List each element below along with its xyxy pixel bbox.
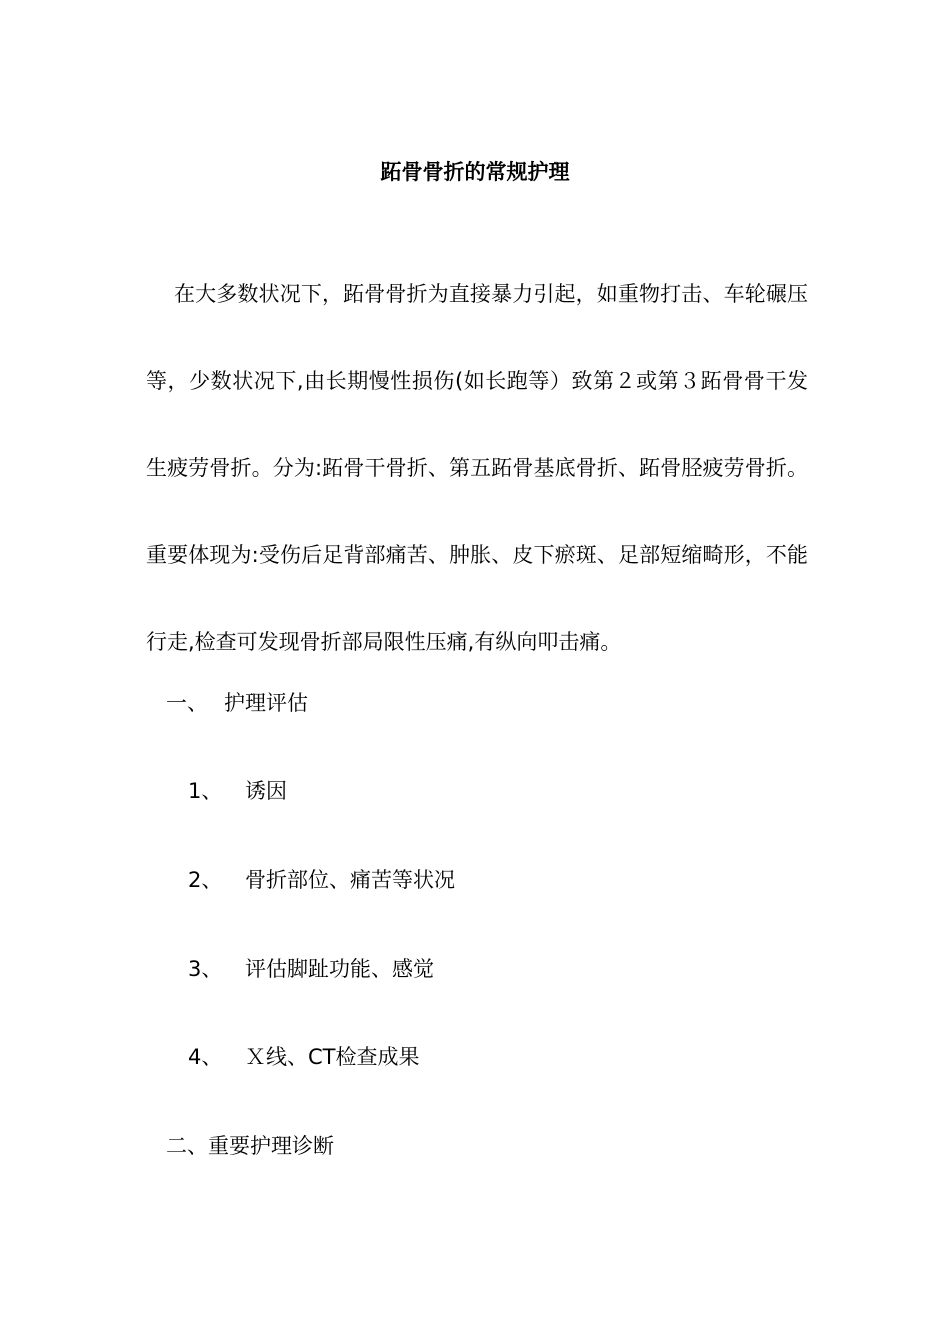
section-1-heading <box>166 689 308 717</box>
list-item-number: 2、 <box>188 868 223 892</box>
list-item <box>188 1043 420 1071</box>
list-item-number: 3、 <box>188 957 223 981</box>
list-item <box>188 866 455 894</box>
list-item-number: 4、 <box>188 1045 223 1069</box>
section-2-heading <box>166 1132 334 1160</box>
list-item-text: Ｘ线、CT检查成果 <box>245 1045 420 1069</box>
list-item-text: 骨折部位、痛苦等状况 <box>245 868 455 892</box>
intro-paragraph: 在大多数状况下，跖骨骨折为直接暴力引起，如重物打击、车轮碾压等，少数状况下,由长期慢性损伤(如长跑等）致第２或第３跖骨骨干发生疲劳骨折。分为:跖骨干骨折、第五跖骨基底骨折、跖骨胫疲劳骨折。重要体现为:受伤后足背部痛苦、肿胀、皮下瘀斑、足部短缩畸形，不能行走,检查可发现骨折部局限性压痛,有纵向叩击痛。 <box>146 282 808 654</box>
section-2-title: 重要护理诊断 <box>208 1134 334 1158</box>
list-item-number: 1、 <box>188 779 223 803</box>
list-item-text: 评估脚趾功能、感觉 <box>245 957 434 981</box>
section-2-number: 二、 <box>166 1134 208 1158</box>
section-1-number: 一、 <box>166 691 208 715</box>
list-item <box>188 955 434 983</box>
section-1-title: 护理评估 <box>224 691 308 715</box>
list-item-text: 诱因 <box>245 779 287 803</box>
list-item <box>188 777 287 805</box>
document-title: 跖骨骨折的常规护理 <box>380 160 570 184</box>
